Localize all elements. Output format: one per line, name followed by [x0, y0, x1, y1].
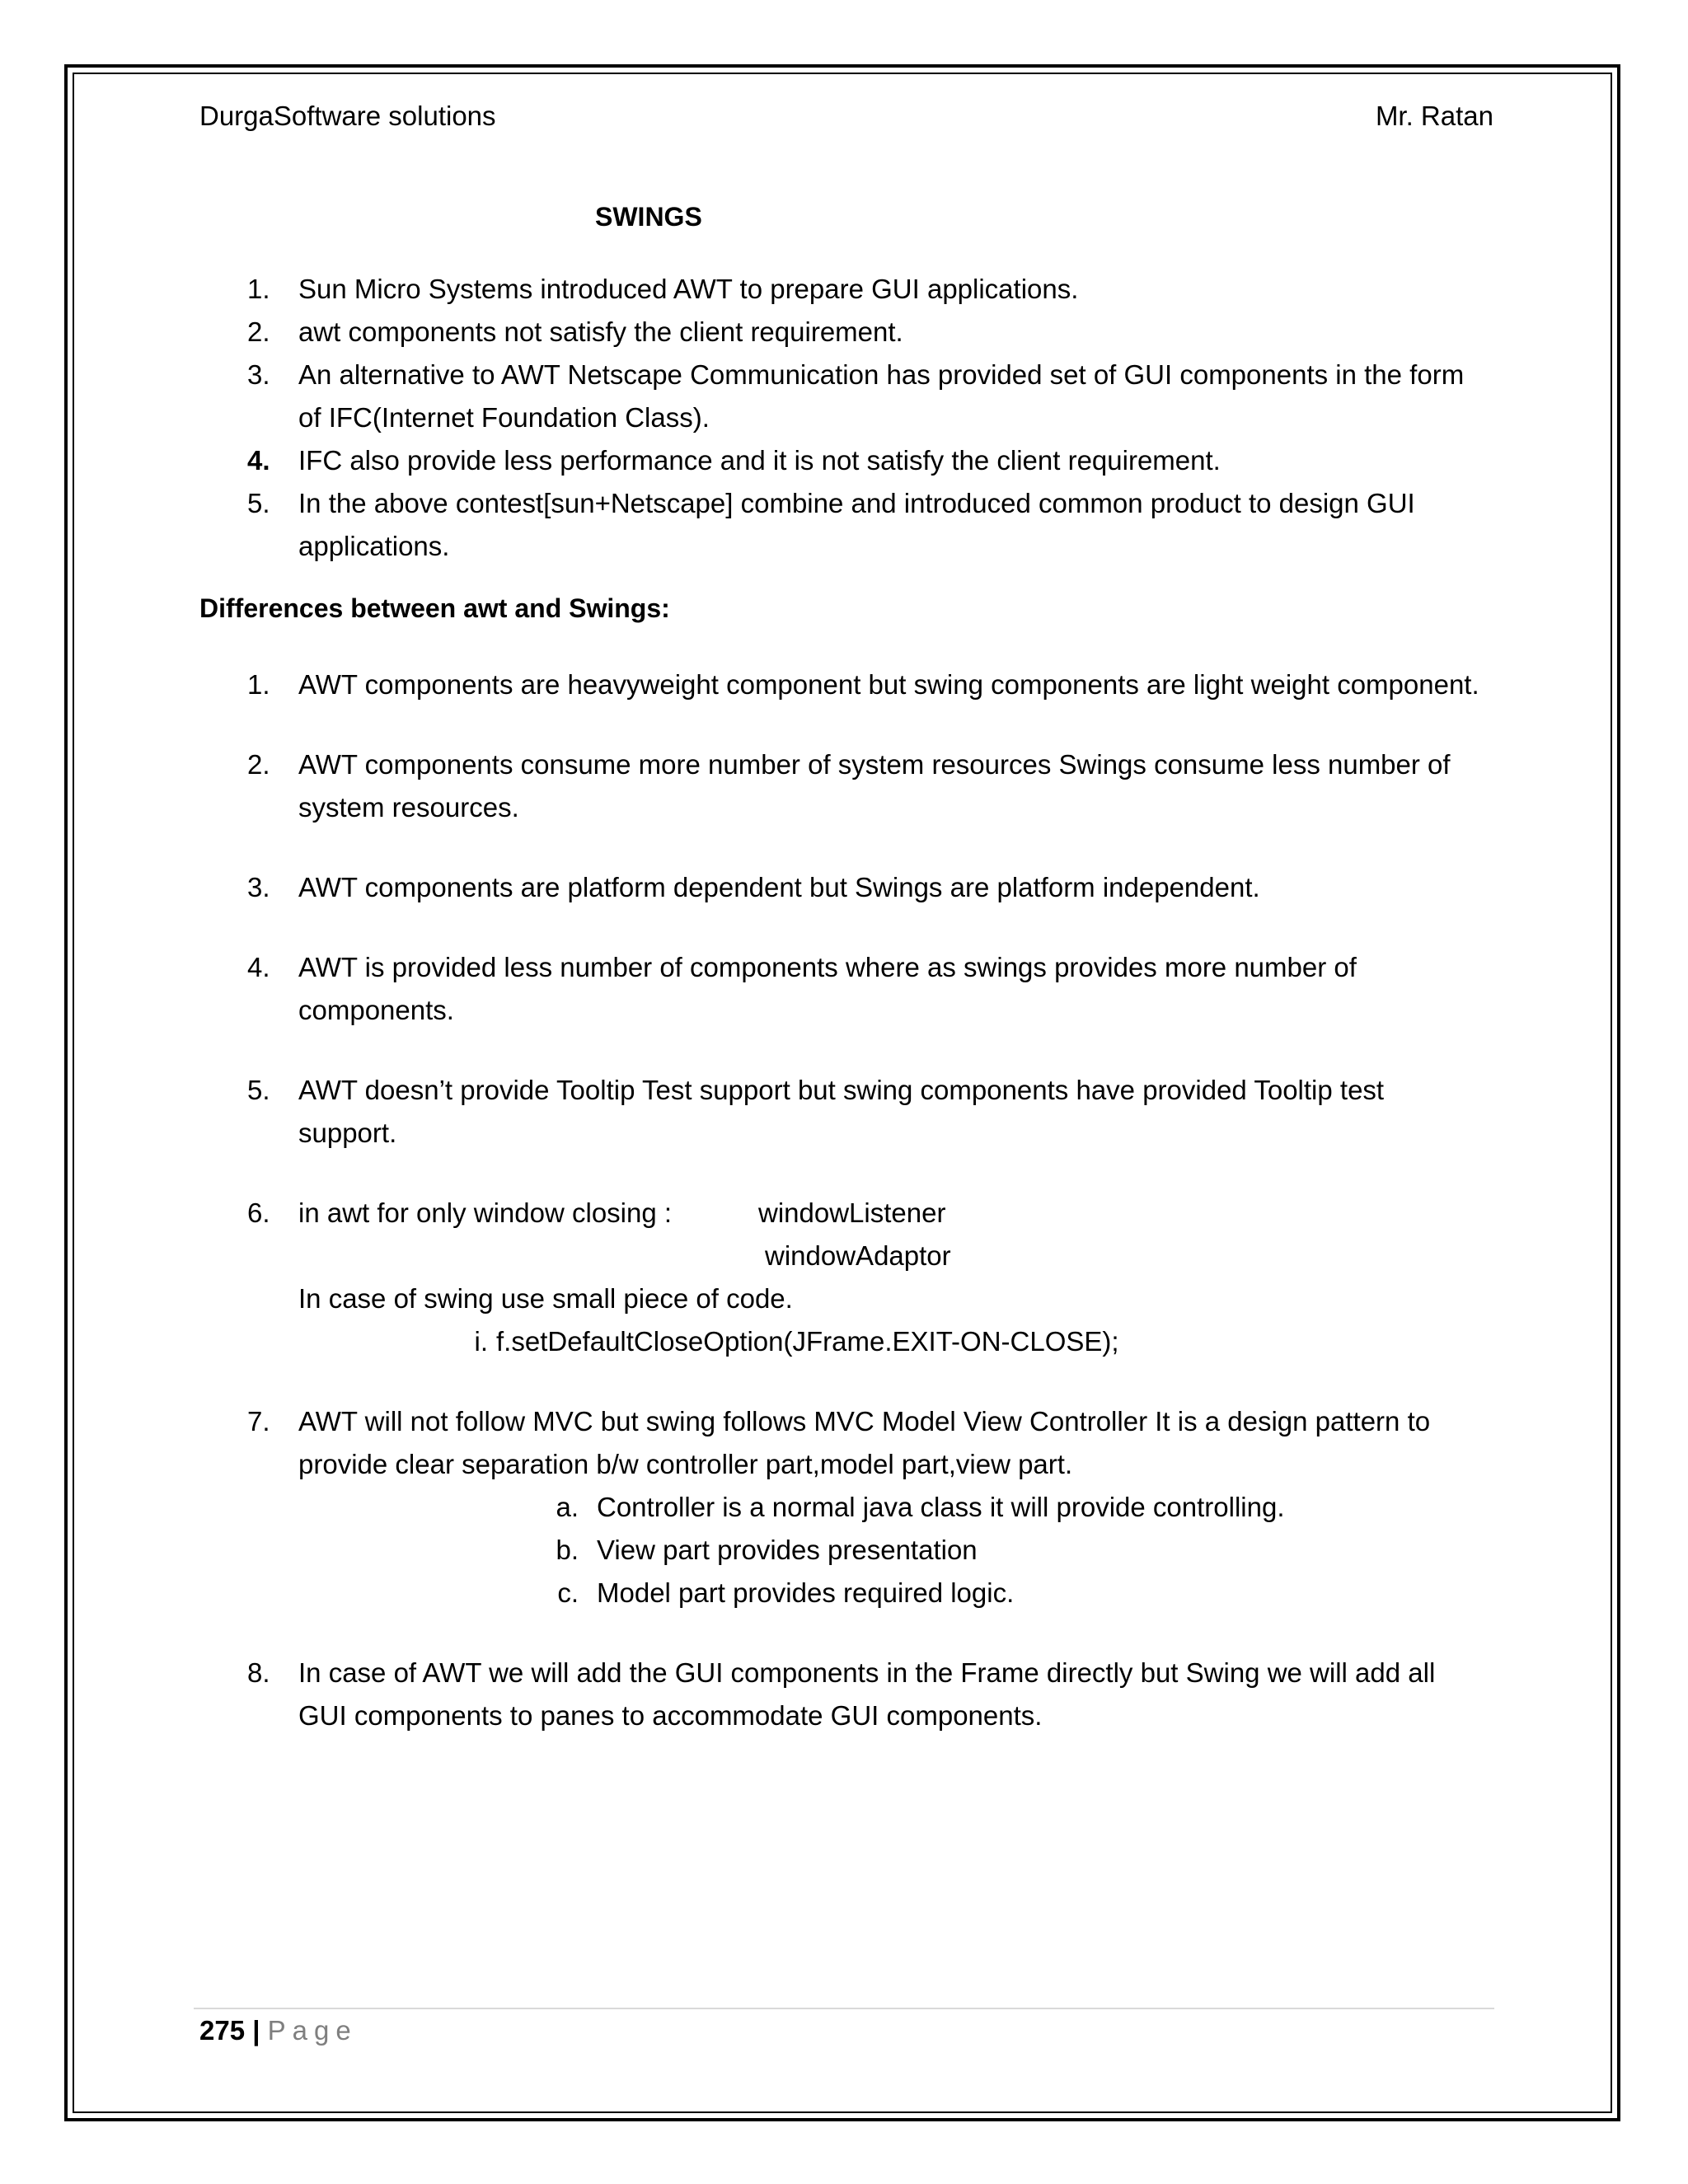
item-number: 3. [247, 872, 270, 902]
item-number: 1. [247, 274, 270, 304]
list-item [199, 1400, 1485, 1615]
window-listener-text: windowListener [758, 1197, 946, 1228]
header-company: DurgaSoftware solutions [199, 101, 496, 131]
sub-item [199, 1572, 1485, 1615]
roman-numeral: i. [474, 1326, 488, 1357]
item-number: 8. [247, 1657, 270, 1688]
item-number: 4. [247, 445, 270, 476]
item-continuation: In case of swing use small piece of code. [298, 1283, 793, 1314]
list-item [199, 1069, 1485, 1155]
list-item [199, 946, 1485, 1032]
item-number: 6. [247, 1197, 270, 1228]
page-number: 275 [199, 2015, 246, 2046]
page-footer [199, 2015, 358, 2046]
item-number: 5. [247, 488, 270, 518]
item-number: 7. [247, 1406, 270, 1436]
list-item [199, 743, 1485, 829]
item-number: 4. [247, 952, 270, 982]
sub-item-label: a. [556, 1492, 579, 1522]
roman-item [199, 1320, 1485, 1363]
item-text: Sun Micro Systems introduced AWT to prepare GUI applications. [298, 274, 1079, 304]
item-number: 3. [247, 359, 270, 390]
item-number: 1. [247, 669, 270, 700]
sub-item [199, 1486, 1485, 1529]
list-item [199, 268, 1485, 311]
sub-item-text: Controller is a normal java class it will provide controlling. [597, 1492, 1285, 1522]
list-item [199, 866, 1485, 909]
list-item [199, 439, 1485, 482]
item-text: AWT is provided less number of components where as swings provides more number of components. [298, 952, 1357, 1025]
item-text: AWT doesn’t provide Tooltip Test support but swing components have provided Tooltip test support. [298, 1075, 1385, 1148]
section-heading: Differences between awt and Swings: [199, 593, 670, 623]
item-text: AWT components are platform dependent but Swings are platform independent. [298, 872, 1260, 902]
footer-divider [194, 2008, 1494, 2009]
item-text: An alternative to AWT Netscape Communication has provided set of GUI components in the form of IFC(Internet Foundation Class). [298, 359, 1465, 433]
list-item [199, 1652, 1485, 1737]
item-text: In case of AWT we will add the GUI components in the Frame directly but Swing we will add all GUI components to panes to accommodate GUI components. [298, 1657, 1436, 1731]
page-word: Page [267, 2015, 358, 2046]
item-text: in awt for only window closing : [298, 1197, 673, 1228]
differences-list [199, 663, 1485, 1737]
code-line: f.setDefaultCloseOption(JFrame.EXIT-ON-CLOSE); [496, 1326, 1119, 1357]
intro-list [199, 268, 1485, 568]
item-text: AWT will not follow MVC but swing follows MVC Model View Controller It is a design pattern to provide clear separation b/w controller part,model part,view part. [298, 1406, 1431, 1479]
item-text: awt components not satisfy the client requirement. [298, 316, 903, 347]
sub-item-text: View part provides presentation [597, 1535, 978, 1565]
item-number: 2. [247, 316, 270, 347]
item-number: 5. [247, 1075, 270, 1105]
list-item [199, 311, 1485, 354]
item-text: AWT components consume more number of system resources Swings consume less number of system resources. [298, 749, 1451, 823]
list-item [199, 354, 1485, 439]
list-item [199, 663, 1485, 706]
sub-item-label: b. [556, 1535, 579, 1565]
item-text: In the above contest[sun+Netscape] combine and introduced common product to design GUI applications. [298, 488, 1415, 561]
list-item [199, 482, 1485, 568]
item-text: AWT components are heavyweight component but swing components are light weight component. [298, 669, 1479, 700]
sub-item [199, 1529, 1485, 1572]
window-adaptor-text: windowAdaptor [765, 1240, 951, 1271]
footer-separator: | [252, 2015, 260, 2046]
list-item [199, 1192, 1485, 1363]
item-text: IFC also provide less performance and it is not satisfy the client requirement. [298, 445, 1221, 476]
item-number: 2. [247, 749, 270, 780]
header-author: Mr. Ratan [1375, 101, 1493, 131]
page-title: SWINGS [595, 202, 702, 232]
sub-item-label: c. [557, 1577, 579, 1608]
sub-item-text: Model part provides required logic. [597, 1577, 1015, 1608]
